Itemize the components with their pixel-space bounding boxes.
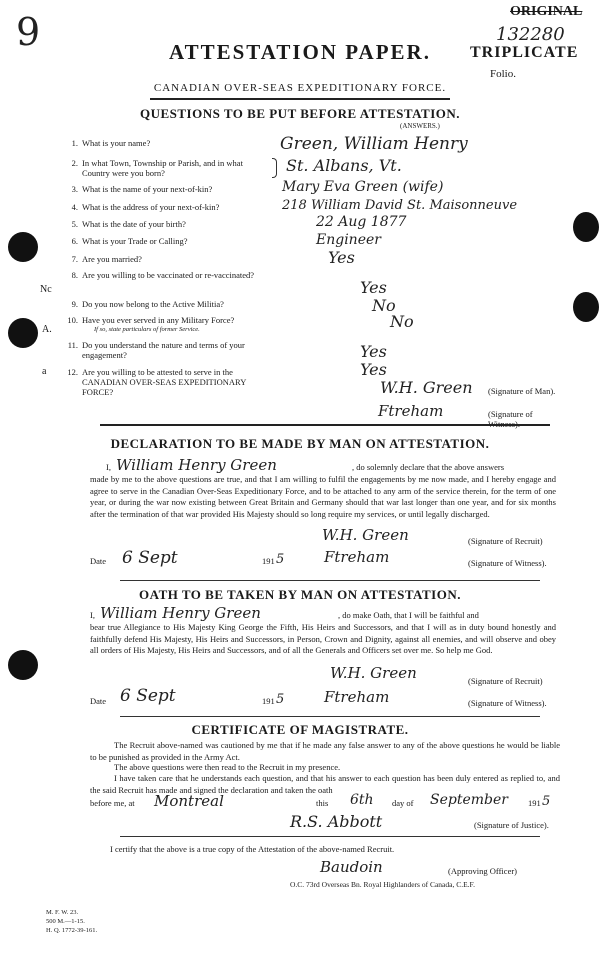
regimental-number: 132280	[496, 24, 565, 45]
answer-served: No	[390, 312, 414, 331]
magistrate-place: Montreal	[154, 792, 224, 810]
witness-signature: Ftreham	[378, 402, 444, 420]
declaration-witness-signature: Ftreham	[324, 548, 390, 566]
answer-militia: No	[372, 296, 396, 315]
footer-code: H. Q. 1772-39-161.	[46, 927, 98, 934]
declaration-text: made by me to the above questions are true, and that I am willing to fulfil the engagements by me now made, and I hereby engage and agree to serve in the Canadian Over-Seas Expeditionary Force, and to be attached to any arm of the service therein, for the term of one year, or during the war now existing between Great Britain and Germany should that war last longer than one year, and for six months after the termination of that war provided His Majesty should so long require my services, or until legally discharged.	[90, 474, 556, 519]
declaration-name: William Henry Green	[116, 456, 277, 474]
answer-birth-date: 22 Aug 1877	[316, 214, 407, 230]
magistrate-month: September	[430, 792, 508, 808]
approving-officer-label: (Approving Officer)	[448, 866, 518, 876]
declaration-year-suffix: 5	[276, 552, 285, 567]
question-number: 11.	[67, 340, 78, 350]
answer-vaccinated: Yes	[360, 278, 387, 297]
oath-witness-signature: Ftreham	[324, 688, 390, 706]
question-number: 6.	[71, 236, 78, 246]
oath-text: bear true Allegiance to His Majesty King George the Fifth, His Heirs and Successors, and that I will as in duty bound honestly and faithfully defend His Majesty, His Heirs and Successors, in Person, Crown and Dignity, against all enemies, and will observe and obey all orders of His Majesty, His Heirs and Successors, and of all the Generals and Officers set over me. So help me God.	[90, 622, 556, 655]
magistrate-before-label: before me, at	[90, 798, 135, 808]
question-note: If so, state particulars of former Service.	[94, 326, 200, 333]
oath-date-label: Date	[90, 696, 107, 706]
punch-hole	[8, 650, 38, 680]
oath-name: William Henry Green	[100, 604, 261, 622]
declaration-heading: DECLARATION TO BE MADE BY MAN ON ATTESTATION.	[110, 436, 490, 451]
question-text: Do you now belong to the Active Militia?	[82, 299, 224, 309]
justice-signature-label: (Signature of Justice).	[474, 820, 549, 830]
magistrate-this-label: this	[316, 798, 329, 808]
page-number: 9	[16, 10, 41, 54]
questions-block	[60, 130, 560, 430]
question-text: Are you willing to be vaccinated or re-vaccinated?	[82, 270, 255, 280]
question-number: 1.	[71, 138, 78, 148]
man-signature: W.H. Green	[380, 378, 473, 397]
original-stamp: ORIGINAL	[510, 4, 583, 19]
answer-married: Yes	[328, 248, 355, 267]
question-number: 2.	[71, 158, 78, 168]
punch-hole	[8, 318, 38, 348]
question-text: What is the address of your next-of-kin?	[82, 202, 220, 212]
magistrate-para1: The Recruit above-named was cautioned by me that if he made any false answer to any of the above questions he would be liable to be punished as provided in the Army Act.	[90, 740, 560, 762]
approving-officer-signature: Baudoin	[320, 858, 383, 876]
question-brace	[272, 158, 277, 178]
oath-year-prefix: 191	[262, 696, 275, 706]
answers-label: (ANSWERS.)	[400, 122, 440, 130]
declaration-year-prefix: 191	[262, 556, 275, 566]
oath-date: 6 Sept	[120, 686, 176, 706]
side-mark: Nc	[40, 284, 52, 295]
footer-codes	[46, 908, 97, 935]
magistrate-day-label: day of	[392, 798, 414, 808]
question-number: 10.	[67, 315, 78, 325]
oath-recruit-signature: W.H. Green	[330, 664, 417, 682]
magistrate-day: 6th	[350, 792, 374, 808]
justice-signature: R.S. Abbott	[290, 812, 383, 831]
question-number: 3.	[71, 184, 78, 194]
magistrate-year-prefix: 191	[528, 798, 541, 808]
declaration-recruit-signature: W.H. Green	[322, 526, 409, 544]
folio-label: Folio.	[490, 68, 516, 80]
section-rule	[120, 580, 540, 581]
questions-heading: QUESTIONS TO BE PUT BEFORE ATTESTATION.	[139, 106, 461, 121]
section-rule	[120, 716, 540, 717]
question-number: 5.	[71, 219, 78, 229]
answer-willing: Yes	[360, 360, 387, 379]
question-text: Do you understand the nature and terms of your engagement?	[82, 340, 245, 360]
declaration-recruit-label: (Signature of Recruit)	[468, 536, 543, 546]
man-signature-label: (Signature of Man).	[488, 386, 556, 396]
declaration-date: 6 Sept	[122, 548, 178, 568]
footer-code: M. F. W. 23.	[46, 909, 79, 916]
question-number: 8.	[71, 270, 78, 280]
question-text: In what Town, Township or Parish, and in what Country were you born?	[82, 158, 243, 178]
punch-hole	[573, 292, 599, 322]
question-text: Have you ever served in any Military Force?	[82, 315, 235, 325]
question-number: 4.	[71, 202, 78, 212]
answer-name: Green, William Henry	[280, 134, 468, 154]
declaration-prefix: I,	[106, 462, 111, 472]
triplicate-stamp: TRIPLICATE	[470, 44, 579, 61]
footer-code: 500 M.—1-15.	[46, 918, 85, 925]
witness-signature-label: (Signature of	[488, 409, 533, 419]
magistrate-para2: The above questions were then read to the Recruit in my presence.	[114, 762, 341, 772]
oath-prefix: I,	[90, 610, 95, 620]
question-text: What is your Trade or Calling?	[82, 236, 188, 246]
punch-hole	[573, 212, 599, 242]
section-rule	[100, 424, 550, 426]
side-mark: A.	[42, 324, 52, 335]
header-rule	[150, 98, 450, 100]
question-number: 12.	[67, 367, 78, 377]
declaration-date-label: Date	[90, 556, 107, 566]
answer-next-of-kin: Mary Eva Green (wife)	[282, 179, 444, 195]
oath-recruit-label: (Signature of Recruit)	[468, 676, 543, 686]
question-text: What is the date of your birth?	[82, 219, 186, 229]
section-rule	[120, 836, 540, 837]
question-text: What is the name of your next-of-kin?	[82, 184, 213, 194]
question-number: 7.	[71, 254, 78, 264]
side-mark: a	[42, 366, 47, 377]
magistrate-block	[90, 740, 560, 860]
answer-trade: Engineer	[316, 232, 381, 248]
question-text: Are you married?	[82, 254, 142, 264]
question-number: 9.	[71, 299, 78, 309]
answer-next-of-kin-address: 218 William David St. Maisonneuve	[282, 198, 518, 213]
approving-officer-unit: O.C. 73rd Overseas Bn. Royal Highlanders of Canada, C.E.F.	[290, 880, 475, 889]
document-title: ATTESTATION PAPER.	[169, 40, 431, 64]
certification-text: I certify that the above is a true copy of the Attestation of the above-named Recruit.	[110, 844, 395, 854]
document-subtitle: CANADIAN OVER-SEAS EXPEDITIONARY FORCE.	[153, 82, 447, 94]
declaration-text-inline: , do solemnly declare that the above answers	[352, 462, 505, 472]
oath-text-inline: , do make Oath, that I will be faithful and	[338, 610, 479, 620]
question-text: Are you willing to be attested to serve in the CANADIAN OVER-SEAS EXPEDITIONARY FORCE?	[82, 367, 247, 397]
magistrate-year-suffix: 5	[542, 794, 551, 809]
oath-heading: OATH TO BE TAKEN BY MAN ON ATTESTATION.	[139, 587, 461, 602]
answer-birthplace: St. Albans, Vt.	[286, 156, 402, 175]
magistrate-para3: I have taken care that he understands each question, and that his answer to each question has been duly entered as replied to, and the said Recruit has made and signed the declaration and taken the oath	[90, 773, 560, 795]
answer-understand: Yes	[360, 342, 387, 361]
oath-witness-label: (Signature of Witness).	[468, 698, 547, 708]
declaration-witness-label: (Signature of Witness).	[468, 558, 547, 568]
question-text: What is your name?	[82, 138, 151, 148]
oath-year-suffix: 5	[276, 692, 285, 707]
punch-hole	[8, 232, 38, 262]
magistrate-heading: CERTIFICATE OF MAGISTRATE.	[191, 722, 409, 737]
